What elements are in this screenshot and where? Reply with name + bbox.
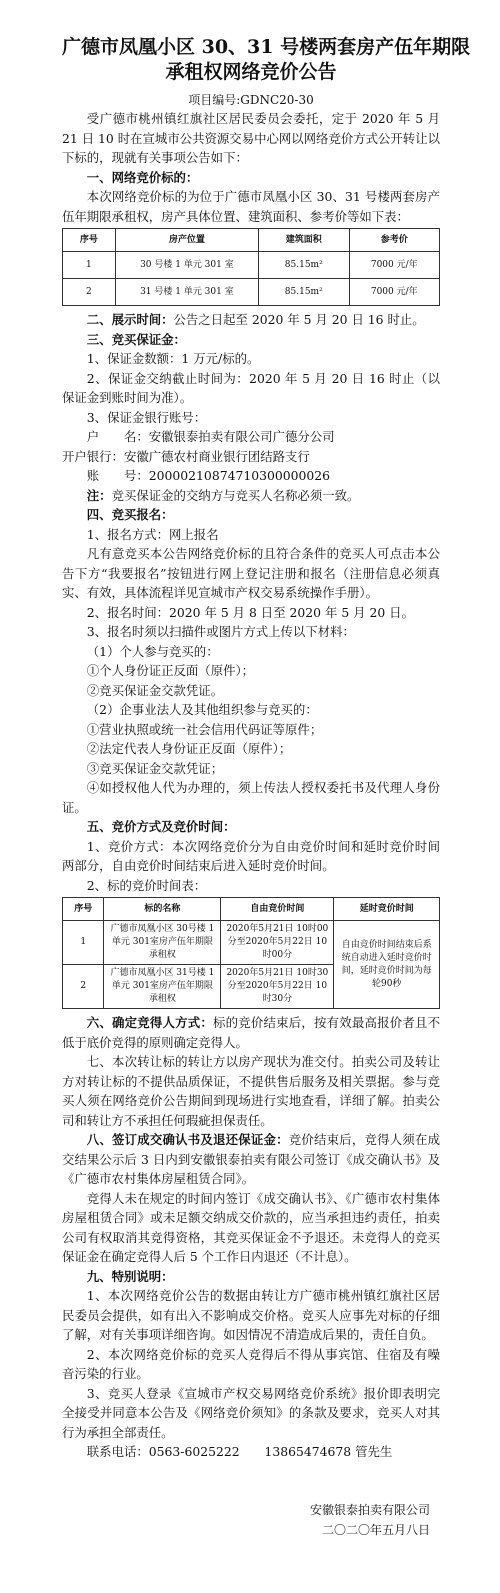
material-item: ②法定代表人身份证正反面（原件）； xyxy=(86,741,292,756)
organization-materials-heading: （2）企事业法人及其他组织参与竞买的： xyxy=(86,702,318,717)
section4-item2: 2、报名时间：2020 年 5 月 8 日至 2020 年 5 月 20 日。 xyxy=(86,604,414,620)
contact-phone: 联系电话：0563-6025222 13865474678 管先生 xyxy=(86,1444,393,1459)
account-bank-line xyxy=(62,447,440,467)
material-item: ②竞买保证金交款凭证。 xyxy=(86,682,224,698)
table-header: 自由竞价时间 xyxy=(221,898,334,921)
section3-item1: 1、保证金数额：1 万元/标的。 xyxy=(86,351,260,366)
table-row xyxy=(63,279,440,306)
section9-item2: 2、本次网络竞价标的竞买人竞得后不得从事宾馆、住宿及有噪音污染的行业。 xyxy=(62,1346,440,1381)
material-item: ④如授权他人代为办理的，须上传法人授权委托书及代理人身份证。 xyxy=(62,780,440,815)
table-cell: 7000 元/年 xyxy=(349,279,440,306)
table-cell: 2 xyxy=(63,965,104,1009)
signature-company: 安徽银泰拍卖有限公司 xyxy=(309,1502,430,1517)
table-cell: 31 号楼 1 单元 301 室 xyxy=(115,279,258,306)
table-cell: 2020年5月21日 10时00分至2020年5月22日 10时00分 xyxy=(221,921,334,965)
table-header: 标的名称 xyxy=(104,898,221,921)
material-item: ③竞买保证金交款凭证； xyxy=(86,760,224,776)
table-header: 建筑面积 xyxy=(259,229,349,252)
table-header: 序号 xyxy=(63,229,116,252)
section4-item1-text: 凡有意竞买本公告网络竞价标的且符合条件的竞买人可点击本公告下方“我要报名”按钮进行网上登记注册和报名（注册信息必须真实、有效，具体流程详见宣城市产权交易系统操作手册）。 xyxy=(62,546,440,600)
section4-item1: 1、报名方式：网上报名 xyxy=(86,526,219,542)
section6-heading: 六、确定竞得人方式： xyxy=(86,1015,214,1030)
table-cell: 30 号楼 1 单元 301 室 xyxy=(115,252,258,279)
section4-heading: 四、竞买报名： xyxy=(86,507,174,522)
table-row xyxy=(63,921,440,965)
table-header: 延时竞价时间 xyxy=(334,898,440,921)
material-item: ①个人身份证正反面（原件）； xyxy=(86,663,255,678)
deposit-note xyxy=(62,486,440,506)
delay-time-cell: 自由竞价时间结束后系统自动进入延时竞价时间，延时竞价时间为每轮90秒 xyxy=(334,921,440,1009)
section1-text: 本次网络竞价标的为位于广德市凤凰小区 30、31 号楼两套房产伍年期限承租权，房产具体位置、建筑面积、参考价等如下表： xyxy=(62,189,440,224)
section4-item3: 3、报名时须以扫描件或图片方式上传以下材料： xyxy=(86,624,355,639)
table-cell: 2 xyxy=(63,279,116,306)
note-text: 竞买保证金的交纳方与竞买人名称必须一致。 xyxy=(111,487,360,503)
section6-text: 标的竞价结束后，按有效最高报价者且不低于底价竞得的原则确定竞得人。 xyxy=(62,1015,441,1050)
bidding-schedule-table xyxy=(62,897,440,1009)
table-cell: 1 xyxy=(63,921,104,965)
title-line-2: 承租权网络竞价公告 xyxy=(165,61,337,83)
table-header: 房产位置 xyxy=(115,229,258,252)
page-title xyxy=(62,0,471,85)
table-cell: 85.15m² xyxy=(259,252,349,279)
section3-item2: 2、保证金交纳截止时间为：2020 年 5 月 20 日 16 时止（以保证金到账时间为准）。 xyxy=(62,370,440,405)
material-item: ①营业执照或统一社会信用代码证等原件； xyxy=(86,721,323,737)
individual-materials-heading: （1）个人参与竞买的： xyxy=(86,643,219,659)
account-number-value: 20000210874710300000026 xyxy=(148,468,331,483)
table-cell: 1 xyxy=(63,252,116,279)
note-label: 注： xyxy=(86,487,112,503)
account-number-label: 账 号： xyxy=(86,468,149,483)
section9-heading: 九、特别说明： xyxy=(86,1268,174,1284)
table-header: 参考价 xyxy=(349,229,440,252)
section5-item2: 2、标的竞价时间表： xyxy=(86,877,207,893)
account-bank-label: 开户银行： xyxy=(62,448,124,464)
table-cell: 85.15m² xyxy=(259,279,349,306)
section8-text: 竞价结束后，竞得人须在成交结果公示后 3 日内到安徽银泰拍卖有限公司签订《成交确认书》及《广德市农村集体房屋租赁合同》。 xyxy=(62,1132,441,1186)
table-cell: 广德市凤凰小区 30号楼 1 单元 301室房产伍年期限承租权 xyxy=(104,921,221,965)
project-number: 项目编号:GDNC20-30 xyxy=(188,93,314,107)
table-cell: 广德市凤凰小区 31号楼 1 单元 301室房产伍年期限承租权 xyxy=(104,965,221,1009)
table-cell: 2020年5月21日 10时30分至2020年5月22日 10时30分 xyxy=(221,965,334,1009)
account-bank-value: 安徽广德农村商业银行团结路支行 xyxy=(123,448,310,464)
property-table xyxy=(62,228,440,306)
section5-item1: 1、竞价方式：本次网络竞价分为自由竞价时间和延时竞价时间两部分，自由竞价时间结束后进入延时竞价时间。 xyxy=(62,838,440,873)
section5-heading: 五、竞价方式及竞价时间： xyxy=(86,819,236,834)
section9-item3: 3、竞买人登录《宣城市产权交易网络竞价系统》报价即表明完全接受并同意本公告及《网络竞价须知》的条款及要求，竞买人对其行为承担全部责任。 xyxy=(62,1385,440,1440)
section3-heading: 三、竞买保证金： xyxy=(86,331,186,347)
table-row xyxy=(63,252,440,279)
signature-date: 二〇二〇年五月八日 xyxy=(321,1522,430,1537)
account-name-label: 户 名： xyxy=(86,429,149,444)
table-cell: 7000 元/年 xyxy=(349,252,440,279)
section2-heading: 二、展示时间： xyxy=(86,312,174,327)
title-line-1: 广德市凤凰小区 30、31 号楼两套房产伍年期限 xyxy=(62,36,471,58)
account-name-line xyxy=(62,427,440,447)
account-number-line xyxy=(62,466,440,486)
section8-text-2: 竞得人未在规定的时间内签订《成交确认书》、《广德市农村集体房屋租赁合同》或未足额交纳成交价款的，应当承担违约责任，拍卖公司有权取消其竞得资格，其竞买保证金不予退还。未竞得人的竞买保证金在确定竞得人后 5 个工作日内退还（不计息）。 xyxy=(62,1190,440,1264)
section8-heading: 八、签订成交确认书及退还保证金： xyxy=(86,1132,289,1147)
table-header: 序号 xyxy=(63,898,104,921)
section9-item1: 1、本次网络竞价公告的数据由转让方广德市桃州镇红旗社区居民委员会提供，如有出入不影响成交价格。竞买人应事先对标的仔细了解，对有关事项详细咨询。如因情况不清造成后果的，责任自负。 xyxy=(62,1288,440,1342)
intro-paragraph: 受广德市桃州镇红旗社区居民委员会委托，定于 2020 年 5 月 21 日 10 时在宣城市公共资源交易中心网以网络竞价方式公开转让以下标的，现就有关事项公告如下： xyxy=(62,111,440,165)
section1-heading: 一、网络竞价标的： xyxy=(86,169,199,185)
section7-text: 七、本次转让标的转让方以房产现状为准交付。拍卖公司及转让方对转让标的不提供品质保证，不提供售后服务及相关票据。参与竞买人须在网络竞价公告期间到现场进行实地查看，详细了解。拍卖公司和转让方不承担任何瑕疵担保责任。 xyxy=(62,1054,440,1128)
section2-text: 公告之日起至 2020 年 5 月 20 日 16 时止。 xyxy=(173,312,425,327)
section3-item3: 3、保证金银行账号： xyxy=(86,409,207,425)
account-name-value: 安徽银泰拍卖有限公司广德分公司 xyxy=(148,429,335,444)
